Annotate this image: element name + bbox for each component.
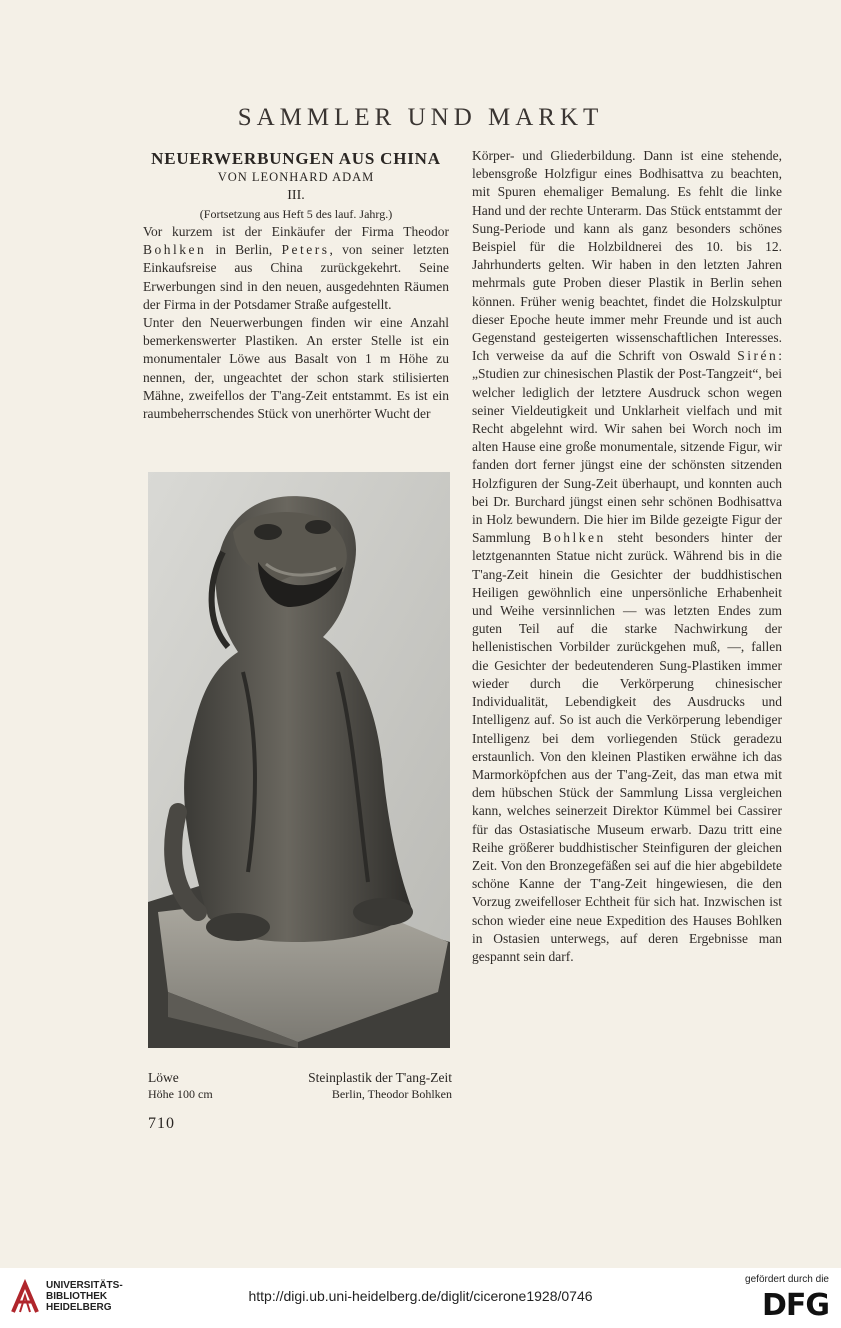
- funded-by-label: gefördert durch die: [745, 1274, 829, 1285]
- right-body-text: [472, 147, 782, 966]
- name-siren: Sirén: [737, 348, 779, 364]
- paragraph-2: Unter den Neuerwerbungen finden wir eine Anzahl bemerkenswerter Plastiken. An erster Stelle ist ein monumentaler Löwe aus Basalt von 1 m Höhe zu nennen, der, ungeachtet der schon stark stilisierten Mähne, zweifellos der T'ang-Zeit entstammt. Es ist ein raumbeherrschendes Stück von unerhörter Wucht der: [143, 315, 449, 422]
- left-column: [143, 150, 449, 423]
- paragraph-1: Vor kurzem ist der Einkäufer der Firma Theodor Bohlken in Berlin, Peters, von seiner letzten Einkaufsreise aus China zurückgekehrt. Seine Erwerbungen sind in den neuen, ausgedehnten Räumen der Firma in der Potsdamer Straße aufgestellt.: [143, 224, 449, 312]
- right-column: [472, 147, 782, 966]
- library-name: UNIVERSITÄTS- BIBLIOTHEK HEIDELBERG: [46, 1280, 123, 1313]
- caption-description: Steinplastik der T'ang-Zeit: [308, 1070, 452, 1085]
- section-title: SAMMLER UND MARKT: [237, 104, 604, 131]
- article-title: NEUERWERBUNGEN AUS CHINA: [151, 149, 441, 168]
- article-part-number: III.: [287, 188, 305, 203]
- caption-left: [148, 1069, 213, 1103]
- caption-title: Löwe: [148, 1070, 179, 1085]
- caption-height: Höhe 100 cm: [148, 1087, 213, 1101]
- name-peters: Peters: [281, 242, 330, 258]
- left-body-text: [143, 223, 449, 423]
- permalink-url[interactable]: http://digi.ub.uni-heidelberg.de/diglit/cicerone1928/0746: [248, 1288, 593, 1304]
- caption-owner: Berlin, Theodor Bohlken: [331, 1087, 452, 1101]
- name-bohlken: Bohlken: [143, 242, 207, 258]
- caption-right: [250, 1069, 452, 1103]
- page-number: 710: [148, 1115, 175, 1132]
- lion-sculpture-image: [148, 472, 450, 1048]
- lion-sculpture-photo: [148, 472, 450, 1048]
- continuation-note: (Fortsetzung aus Heft 5 des lauf. Jahrg.): [199, 207, 393, 221]
- article-author: VON LEONHARD ADAM: [217, 170, 375, 184]
- dfg-logo: DFG: [761, 1288, 829, 1323]
- paragraph-3: Körper- und Gliederbildung. Dann ist eine stehende, lebensgroße Holzfigur eines Bodhisattva zu beachten, mit Spuren ehemaliger Bemalung. Es fehlt die linke Hand und der rechte Unterarm. Das Stück entstammt der Sung-Periode und kann als ganz besonders schönes Beispiel für die Holzbildnerei des 10. bis 12. Jahrhunderts gelten. Wir haben in den letzten Jahren mehrmals gute Proben dieser Plastik in Berlin sehen können. Früher wenig beachtet, findet die Holzskulptur dieser Epoche heute immer mehr Freunde und ist auch Gegenstand gesteigerten wissenschaftlichen Interesses. Ich verweise da auf die Schrift von Oswald Sirén: „Studien zur chinesischen Plastik der Post-Tangzeit“, bei welcher lediglich der letztere Ausdruck schon wegen seiner Vieldeutigkeit und Unklarheit vielfach und mit Recht abgelehnt wird. Wir sahen bei Worch noch im alten Hause eine große monumentale, sitzende Figur, wir fanden dort ferner jüngst eine der schönsten sitzenden Holzfiguren der Sung-Zeit überhaupt, und konnten auch bei Dr. Burchard jüngst einen sehr schönen Bodhisattva in Holz bewundern. Die hier im Bilde gezeigte Figur der Sammlung Bohlken steht besonders hinter der letztgenannten Statue nicht zurück. Während bis in die T'ang-Zeit hinein die Gesichter der buddhistischen Heiligen gewöhnlich eine unpersönliche Erhabenheit und Weihe versinnlichen — was letzten Endes zum guten Teil auf die starke Nachwirkung der hellenistischen Vorbilder zurückgehen muß, —, fallen die Gesichter der bedeutenderen Sung-Plastiken immer wieder durch die Verkörperung chinesischer Individualität, Lebendigkeit des Ausdrucks und Intelligenz auf. So ist auch die Verkörperung lebendiger Intelligenz bei dem vorliegenden Stück geradezu erstaunlich. Von den kleinen Plastiken erwähne ich das Marmorköpfchen aus der T'ang-Zeit, das man etwa mit dem hübschen Stück der Sammlung Lissa vergleichen kann, welches seinerzeit Direktor Kümmel bei Cassirer für das Ostasiatische Museum erwarb. Dazu tritt eine Reihe größerer buddhistischer Steinfiguren der gleichen Zeit. Von den Bronzegefäßen sei auf die hier abgebildete schöne Kanne der T'ang-Zeit hingewiesen, die den Vorzug zweifelloser Echtheit für sich hat. Inzwischen ist schon wieder eine neue Expedition des Hauses Bohlken in Ostasien unterwegs, auf deren Ergebnisse man gespannt sein darf.: [472, 148, 782, 964]
- footer-bar: [0, 1268, 841, 1328]
- name-bohlken-2: Bohlken: [542, 530, 606, 546]
